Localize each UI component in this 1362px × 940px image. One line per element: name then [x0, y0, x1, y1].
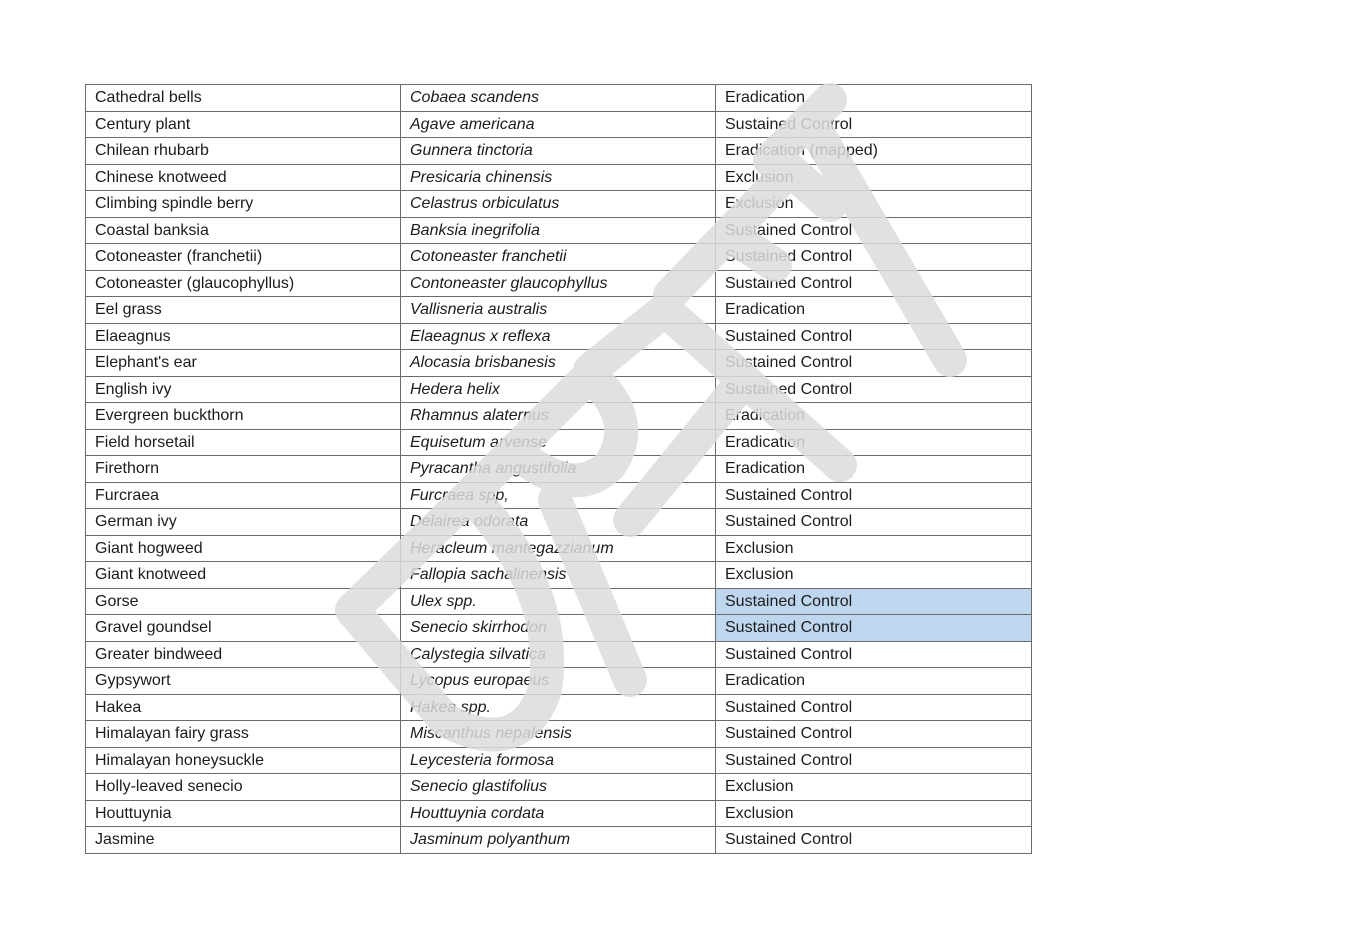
scientific-name-cell: Agave americana	[401, 111, 716, 138]
scientific-name-cell: Delairea odorata	[401, 509, 716, 536]
common-name-cell: Giant hogweed	[86, 535, 401, 562]
management-status-cell: Exclusion	[716, 191, 1032, 218]
common-name-cell: Elephant's ear	[86, 350, 401, 377]
scientific-name-cell: Hedera helix	[401, 376, 716, 403]
common-name-cell: Gypsywort	[86, 668, 401, 695]
scientific-name-cell: Ulex spp.	[401, 588, 716, 615]
common-name-cell: Field horsetail	[86, 429, 401, 456]
scientific-name-cell: Equisetum arvense	[401, 429, 716, 456]
management-status-cell: Sustained Control	[716, 641, 1032, 668]
table-row	[86, 270, 1032, 297]
table-row	[86, 641, 1032, 668]
table-row	[86, 800, 1032, 827]
table-row	[86, 85, 1032, 112]
scientific-name-cell: Elaeagnus x reflexa	[401, 323, 716, 350]
common-name-cell: Chinese knotweed	[86, 164, 401, 191]
common-name-cell: English ivy	[86, 376, 401, 403]
management-status-cell: Eradication	[716, 297, 1032, 324]
table-row	[86, 482, 1032, 509]
management-status-cell: Exclusion	[716, 774, 1032, 801]
management-status-cell: Sustained Control	[716, 323, 1032, 350]
common-name-cell: Jasmine	[86, 827, 401, 854]
management-status-cell: Exclusion	[716, 800, 1032, 827]
common-name-cell: Himalayan honeysuckle	[86, 747, 401, 774]
common-name-cell: Cotoneaster (glaucophyllus)	[86, 270, 401, 297]
scientific-name-cell: Contoneaster glaucophyllus	[401, 270, 716, 297]
table-row	[86, 774, 1032, 801]
table-row	[86, 323, 1032, 350]
management-status-cell: Sustained Control	[716, 111, 1032, 138]
management-status-cell: Sustained Control	[716, 376, 1032, 403]
scientific-name-cell: Rhamnus alaternus	[401, 403, 716, 430]
common-name-cell: Century plant	[86, 111, 401, 138]
table-row	[86, 429, 1032, 456]
scientific-name-cell: Senecio skirrhodon	[401, 615, 716, 642]
management-status-cell: Eradication	[716, 429, 1032, 456]
common-name-cell: Holly-leaved senecio	[86, 774, 401, 801]
scientific-name-cell: Alocasia brisbanesis	[401, 350, 716, 377]
management-status-cell: Sustained Control	[716, 482, 1032, 509]
management-status-cell: Sustained Control	[716, 615, 1032, 642]
table-row	[86, 138, 1032, 165]
table-row	[86, 747, 1032, 774]
scientific-name-cell: Pyracantha angustifolia	[401, 456, 716, 483]
scientific-name-cell: Fallopia sachalinensis	[401, 562, 716, 589]
scientific-name-cell: Cotoneaster franchetii	[401, 244, 716, 271]
management-status-cell: Sustained Control	[716, 721, 1032, 748]
management-status-cell: Exclusion	[716, 164, 1032, 191]
scientific-name-cell: Vallisneria australis	[401, 297, 716, 324]
table-row	[86, 376, 1032, 403]
table-row	[86, 111, 1032, 138]
common-name-cell: Gorse	[86, 588, 401, 615]
common-name-cell: Elaeagnus	[86, 323, 401, 350]
table-row	[86, 456, 1032, 483]
common-name-cell: Greater bindweed	[86, 641, 401, 668]
scientific-name-cell: Furcraea spp,	[401, 482, 716, 509]
management-status-cell: Sustained Control	[716, 694, 1032, 721]
table-row	[86, 827, 1032, 854]
management-status-cell: Sustained Control	[716, 747, 1032, 774]
common-name-cell: Coastal banksia	[86, 217, 401, 244]
common-name-cell: Firethorn	[86, 456, 401, 483]
common-name-cell: Furcraea	[86, 482, 401, 509]
table-row	[86, 164, 1032, 191]
scientific-name-cell: Gunnera tinctoria	[401, 138, 716, 165]
management-status-cell: Eradication (mapped)	[716, 138, 1032, 165]
management-status-cell: Sustained Control	[716, 588, 1032, 615]
table-row	[86, 588, 1032, 615]
common-name-cell: Eel grass	[86, 297, 401, 324]
scientific-name-cell: Calystegia silvatica	[401, 641, 716, 668]
table-row	[86, 297, 1032, 324]
management-status-cell: Sustained Control	[716, 217, 1032, 244]
table-body	[86, 85, 1032, 854]
management-status-cell: Sustained Control	[716, 244, 1032, 271]
management-status-cell: Eradication	[716, 668, 1032, 695]
table-row	[86, 244, 1032, 271]
table-row	[86, 403, 1032, 430]
scientific-name-cell: Heracleum mantegazzianum	[401, 535, 716, 562]
management-status-cell: Eradication	[716, 456, 1032, 483]
common-name-cell: Evergreen buckthorn	[86, 403, 401, 430]
table-row	[86, 721, 1032, 748]
scientific-name-cell: Miscanthus nepalensis	[401, 721, 716, 748]
weed-species-table	[85, 84, 1032, 854]
scientific-name-cell: Leycesteria formosa	[401, 747, 716, 774]
table-row	[86, 509, 1032, 536]
scientific-name-cell: Hakea spp.	[401, 694, 716, 721]
common-name-cell: Cathedral bells	[86, 85, 401, 112]
common-name-cell: German ivy	[86, 509, 401, 536]
table-row	[86, 535, 1032, 562]
scientific-name-cell: Celastrus orbiculatus	[401, 191, 716, 218]
scientific-name-cell: Cobaea scandens	[401, 85, 716, 112]
common-name-cell: Hakea	[86, 694, 401, 721]
scientific-name-cell: Senecio glastifolius	[401, 774, 716, 801]
management-status-cell: Sustained Control	[716, 350, 1032, 377]
table-row	[86, 191, 1032, 218]
table-row	[86, 615, 1032, 642]
scientific-name-cell: Lycopus europaeus	[401, 668, 716, 695]
common-name-cell: Gravel goundsel	[86, 615, 401, 642]
table-row	[86, 217, 1032, 244]
scientific-name-cell: Houttuynia cordata	[401, 800, 716, 827]
management-status-cell: Eradication	[716, 403, 1032, 430]
common-name-cell: Giant knotweed	[86, 562, 401, 589]
management-status-cell: Sustained Control	[716, 270, 1032, 297]
management-status-cell: Exclusion	[716, 562, 1032, 589]
common-name-cell: Cotoneaster (franchetii)	[86, 244, 401, 271]
scientific-name-cell: Banksia inegrifolia	[401, 217, 716, 244]
scientific-name-cell: Jasminum polyanthum	[401, 827, 716, 854]
management-status-cell: Sustained Control	[716, 827, 1032, 854]
table-row	[86, 668, 1032, 695]
common-name-cell: Climbing spindle berry	[86, 191, 401, 218]
table-row	[86, 350, 1032, 377]
common-name-cell: Chilean rhubarb	[86, 138, 401, 165]
table-row	[86, 562, 1032, 589]
management-status-cell: Exclusion	[716, 535, 1032, 562]
common-name-cell: Houttuynia	[86, 800, 401, 827]
management-status-cell: Eradication	[716, 85, 1032, 112]
scientific-name-cell: Presicaria chinensis	[401, 164, 716, 191]
management-status-cell: Sustained Control	[716, 509, 1032, 536]
common-name-cell: Himalayan fairy grass	[86, 721, 401, 748]
table-row	[86, 694, 1032, 721]
